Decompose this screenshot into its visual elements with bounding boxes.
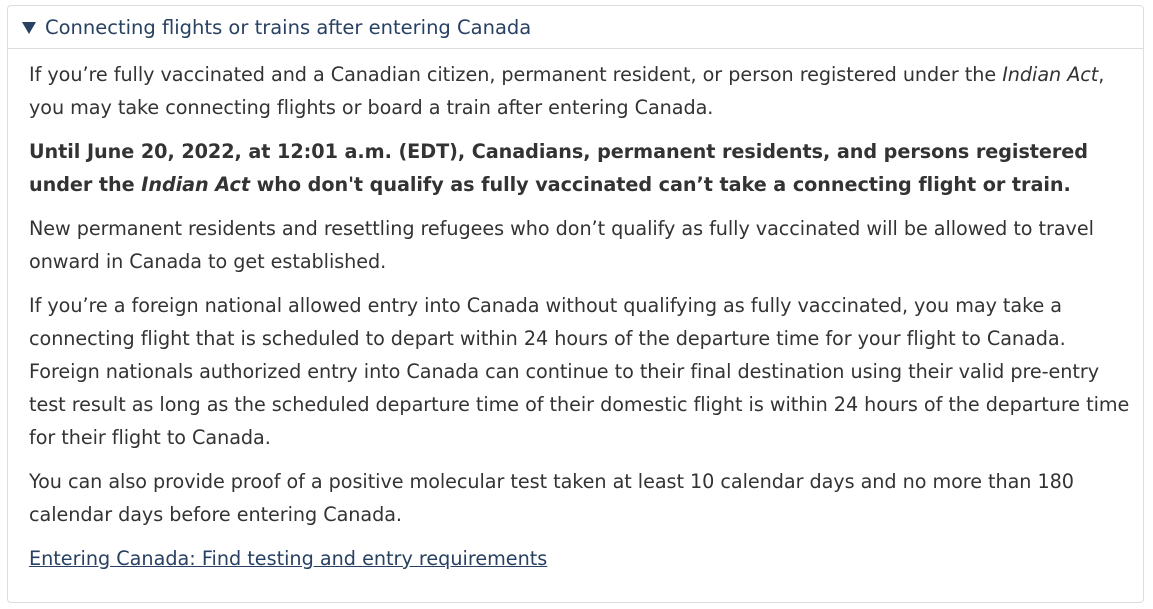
paragraph-vaccinated-travellers <box>29 58 1131 124</box>
act-name: Indian Act <box>1002 63 1099 86</box>
entering-canada-link[interactable]: Entering Canada: Find testing and entry requirements <box>29 547 548 570</box>
paragraph-text: who don't qualify as fully vaccinated can’t take a connecting flight or train. <box>249 173 1071 196</box>
details-content <box>8 49 1143 575</box>
paragraph-positive-test: You can also provide proof of a positive molecular test taken at least 10 calendar days and no more than 180 calendar days before entering Canada. <box>29 470 1074 526</box>
act-name: Indian Act <box>141 173 250 196</box>
details-panel <box>7 5 1144 603</box>
summary-label: Connecting flights or trains after entering Canada <box>45 15 532 39</box>
paragraph-text: Until June 20, 2022, at 12:01 a.m. (EDT), Canadians, permanent residents, and persons registered under the <box>29 140 1088 196</box>
paragraph-text: If you’re fully vaccinated and a Canadian citizen, permanent resident, or person registered under the <box>29 63 1003 86</box>
paragraph-foreign-nationals: If you’re a foreign national allowed entry into Canada without qualifying as fully vaccinated, you may take a connecting flight that is scheduled to depart within 24 hours of the departure time for your flight to Canada. Foreign nationals authorized entry into Canada can continue to their final destination using their valid pre-entry test result as long as the scheduled departure time of their domestic flight is within 24 hours of the departure time for their flight to Canada. <box>29 294 1130 449</box>
paragraph-new-residents: New permanent residents and resettling refugees who don’t qualify as fully vaccinated will be allowed to travel onward in Canada to get established. <box>29 217 1094 273</box>
paragraph-unvaccinated-restriction <box>29 135 1131 201</box>
paragraph-text: , you may take connecting flights or board a train after entering Canada. <box>29 63 1105 119</box>
details-summary-toggle[interactable] <box>8 6 1143 49</box>
caret-down-icon <box>22 22 36 34</box>
